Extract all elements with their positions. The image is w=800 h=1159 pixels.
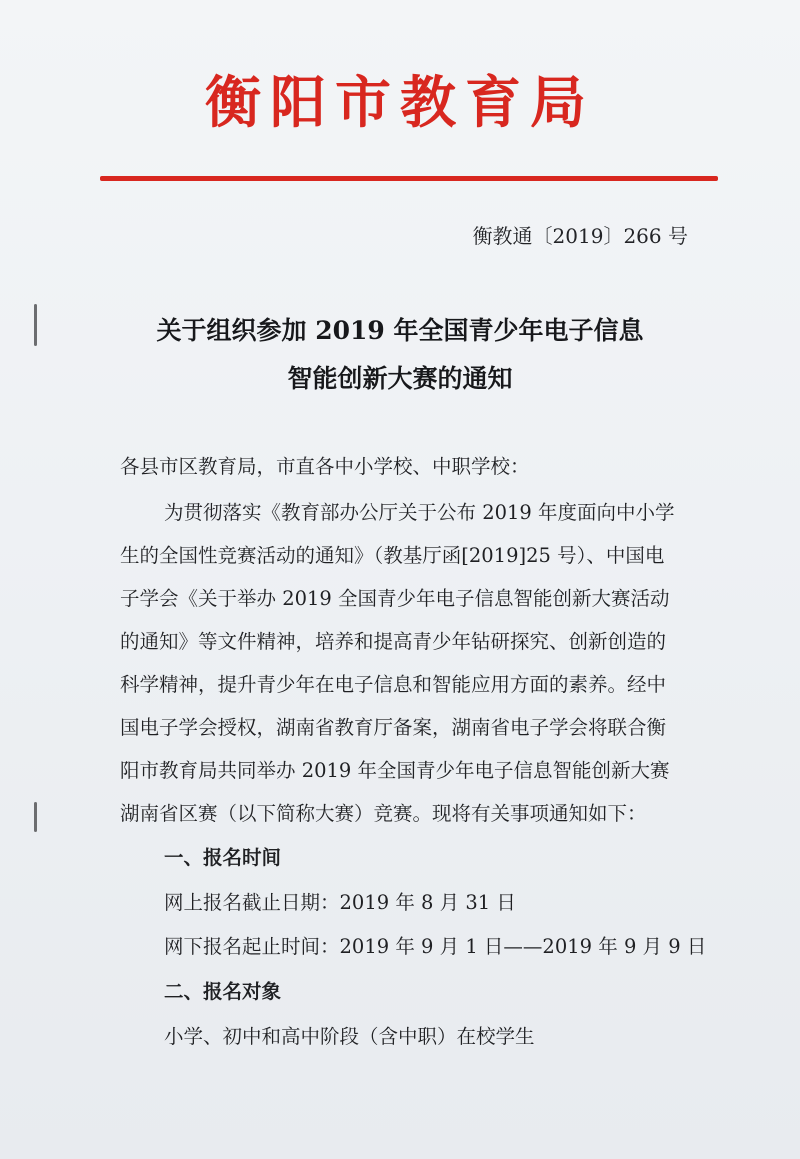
section-heading: 二、报名对象 <box>164 980 282 1003</box>
document-title-line-2: 智能创新大赛的通知 <box>287 364 513 393</box>
section-heading: 一、报名时间 <box>164 846 282 869</box>
body-paragraph-line: 生的全国性竞赛活动的通知》（教基厅函[2019]25 号）、中国电 <box>120 544 665 567</box>
letterhead-red-rule <box>100 176 718 181</box>
body-paragraph-line: 子学会《关于举办 2019 全国青少年电子信息智能创新大赛活动 <box>120 587 670 610</box>
section-line: 网下报名起止时间：2019 年 9 月 1 日——2019 年 9 月 9 日 <box>164 935 707 958</box>
body-paragraph-line: 湖南省区赛（以下简称大赛）竞赛。现将有关事项通知如下： <box>120 802 647 825</box>
binding-mark <box>34 802 37 832</box>
letterhead-org-name: 衡阳市教育局 <box>205 71 595 136</box>
body-paragraph-line: 为贯彻落实《教育部办公厅关于公布 2019 年度面向中小学 <box>164 501 675 524</box>
salutation: 各县市区教育局，市直各中小学校、中职学校： <box>120 455 530 478</box>
section-line: 网上报名截止日期：2019 年 8 月 31 日 <box>164 891 516 914</box>
section-line: 小学、初中和高中阶段（含中职）在校学生 <box>164 1025 535 1048</box>
body-paragraph-line: 的通知》等文件精神，培养和提高青少年钻研探究、创新创造的 <box>120 630 667 653</box>
body-paragraph-line: 国电子学会授权，湖南省教育厅备案，湖南省电子学会将联合衡 <box>120 716 667 739</box>
body-paragraph-line: 科学精神，提升青少年在电子信息和智能应用方面的素养。经中 <box>120 673 667 696</box>
document-number: 衡教通〔2019〕266 号 <box>472 224 688 248</box>
document-title-line-1: 关于组织参加 2019 年全国青少年电子信息 <box>156 316 644 345</box>
body-paragraph-line: 阳市教育局共同举办 2019 年全国青少年电子信息智能创新大赛 <box>120 759 670 782</box>
